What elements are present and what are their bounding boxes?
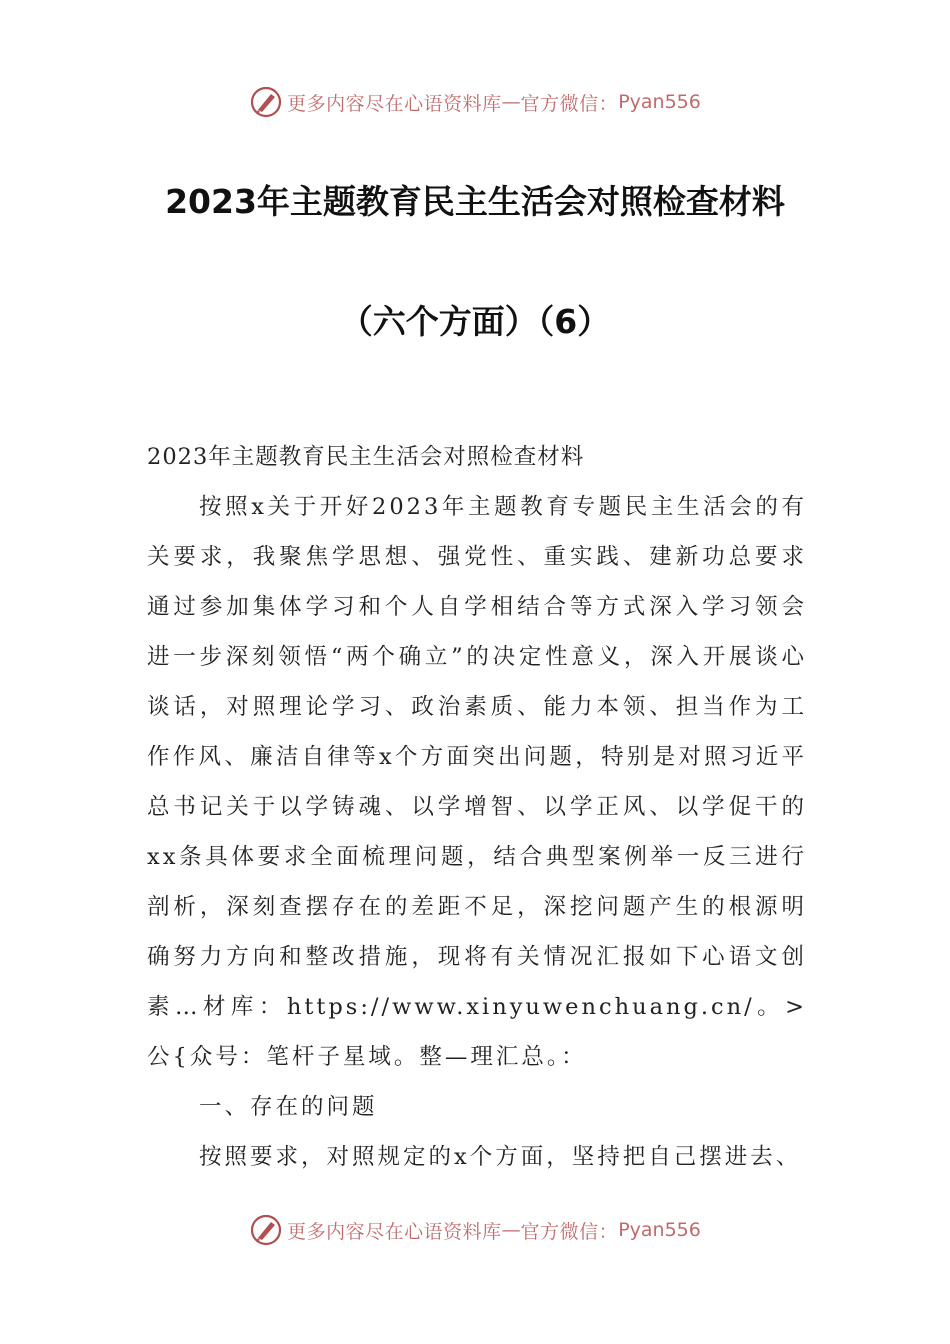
- banner-text: 更多内容尽在心语资料库: [287, 1220, 502, 1243]
- document-body: [147, 432, 807, 1182]
- banner-wechat-id: Pyan556: [618, 91, 701, 113]
- section-heading-1: 一、存在的问题: [199, 1094, 378, 1120]
- header-banner: [0, 82, 950, 122]
- banner-wechat-id: Pyan556: [618, 1219, 701, 1241]
- document-title: 2023年主题教育民主生活会对照检查材料: [165, 182, 785, 221]
- pen-logo-icon: [249, 1213, 283, 1247]
- banner-official: 官方微信：: [520, 92, 619, 115]
- paragraph-2: 按照要求，对照规定的x个方面，坚持把自己摆进去、: [199, 1144, 802, 1170]
- body-subtitle: 2023年主题教育民主生活会对照检查材料: [147, 444, 585, 470]
- banner-separator: —: [501, 91, 521, 113]
- footer-banner: [0, 1210, 950, 1250]
- paragraph-1: 按照x关于开好2023年主题教育专题民主生活会的有关要求，我聚焦学思想、强党性、重实践、建新功总要求通过参加集体学习和个人自学相结合等方式深入学习领会进一步深刻领悟“两个确立”的决定性意义，深入开展谈心谈话，对照理论学习、政治素质、能力本领、担当作为工作作风、廉洁自律等x个方面突出问题，特别是对照习近平总书记关于以学铸魂、以学增智、以学正风、以学促干的xx条具体要求全面梳理问题，结合典型案例举一反三进行剖析，深刻查摆存在的差距不足，深挖问题产生的根源明确努力方向和整改措施，现将有关情况汇报如下心语文创素…材库：https://www.xinyuwenchuang.cn/。>公{众号：笔杆子星域。整—理汇总。：: [147, 494, 807, 1070]
- banner-separator: —: [501, 1219, 521, 1241]
- pen-logo-icon: [249, 85, 283, 119]
- document-title-subline: （六个方面）（6）: [339, 302, 611, 341]
- banner-text: 更多内容尽在心语资料库: [287, 92, 502, 115]
- banner-official: 官方微信：: [520, 1220, 619, 1243]
